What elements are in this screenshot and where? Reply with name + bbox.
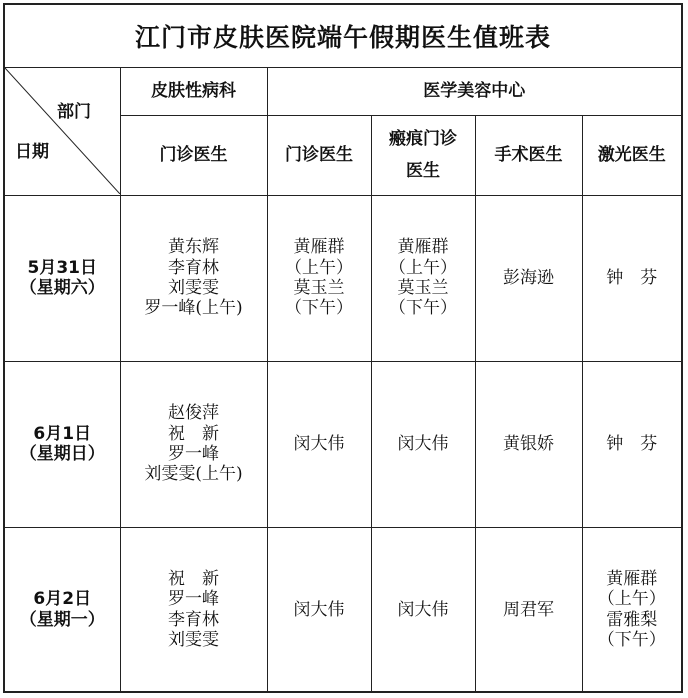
header-row-departments: [5, 68, 681, 115]
table-row: [5, 361, 681, 527]
corner-dept-label: 部门: [57, 102, 91, 122]
shift-note: （上午）: [389, 257, 457, 278]
beauty-outpatient-cell: [267, 527, 371, 692]
date-cell: [5, 361, 120, 527]
beauty-outpatient-header: 门诊医生: [267, 115, 371, 195]
table-row: [5, 195, 681, 361]
weekday-label: （星期六）: [19, 278, 105, 298]
scar-header-line1: 瘢痕门诊: [389, 128, 457, 149]
surgery-cell: [475, 527, 582, 692]
doctor-name: 罗一峰: [168, 589, 219, 610]
surgery-header: 手术医生: [475, 115, 582, 195]
surgery-cell: [475, 195, 582, 361]
shift-note: （上午）: [597, 589, 666, 610]
doctor-name: 黄雁群: [606, 568, 658, 589]
skin-outpatient-header: 门诊医生: [120, 115, 267, 195]
date-cell: [5, 527, 120, 692]
shift-note: （下午）: [597, 630, 666, 651]
doctor-name: 黄东辉: [168, 237, 219, 258]
doctor-name: 李育林: [168, 609, 219, 630]
doctor-name: 钟 芬: [606, 433, 658, 454]
doctor-name: 祝 新: [168, 423, 219, 444]
doctor-name: 黄银娇: [503, 433, 554, 454]
doctor-name: 罗一峰(上午): [144, 298, 243, 319]
doctor-name: 刘雯雯(上午): [144, 464, 243, 485]
date-cell: [5, 195, 120, 361]
date-label: 6月1日: [33, 423, 92, 444]
weekday-label: （星期日）: [19, 444, 105, 464]
laser-cell: [582, 527, 681, 692]
doctor-name: 莫玉兰: [397, 278, 449, 298]
doctor-name: 闵大伟: [397, 599, 449, 620]
doctor-name: 祝 新: [168, 568, 219, 589]
date-label: 6月2日: [33, 589, 92, 610]
doctor-name: 雷雅梨: [606, 609, 658, 630]
laser-header: 激光医生: [582, 115, 681, 195]
table-title: 江门市皮肤医院端午假期医生值班表: [5, 5, 681, 68]
doctor-name: 李育林: [168, 257, 219, 278]
surgery-cell: [475, 361, 582, 527]
duty-schedule-table: [3, 3, 683, 693]
doctor-name: 罗一峰: [168, 444, 219, 464]
beauty-outpatient-cell: [267, 361, 371, 527]
corner-diagonal-line: [5, 68, 120, 194]
dept-beauty-header: 医学美容中心: [267, 68, 681, 115]
doctor-name: 闵大伟: [397, 433, 449, 454]
schedule-grid: [5, 68, 681, 692]
beauty-outpatient-cell: [267, 195, 371, 361]
doctor-name: 黄雁群: [293, 237, 345, 258]
corner-date-label: 日期: [15, 142, 49, 162]
date-label: 5月31日: [27, 257, 97, 278]
corner-header-cell: [5, 68, 120, 195]
shift-note: （下午）: [285, 298, 353, 319]
shift-note: （下午）: [389, 298, 457, 319]
skin-outpatient-cell: [120, 361, 267, 527]
doctor-name: 莫玉兰: [293, 278, 345, 298]
laser-cell: [582, 195, 681, 361]
doctor-name: 刘雯雯: [168, 630, 219, 651]
doctor-name: 闵大伟: [293, 433, 345, 454]
shift-note: （上午）: [285, 257, 353, 278]
table-row: [5, 527, 681, 692]
doctor-name: 刘雯雯: [168, 278, 219, 298]
doctor-name: 黄雁群: [397, 237, 449, 258]
dept-skin-header: 皮肤性病科: [120, 68, 267, 115]
doctor-name: 钟 芬: [606, 267, 658, 288]
skin-outpatient-cell: [120, 195, 267, 361]
weekday-label: （星期一）: [19, 609, 105, 630]
doctor-name: 周君军: [503, 599, 554, 620]
scar-outpatient-cell: [371, 527, 475, 692]
scar-outpatient-cell: [371, 361, 475, 527]
laser-cell: [582, 361, 681, 527]
scar-outpatient-header: [371, 115, 475, 195]
doctor-name: 赵俊萍: [168, 403, 219, 424]
doctor-name: 彭海逊: [503, 267, 554, 288]
scar-outpatient-cell: [371, 195, 475, 361]
scar-header-line2: 医生: [406, 161, 440, 181]
doctor-name: 闵大伟: [293, 599, 345, 620]
skin-outpatient-cell: [120, 527, 267, 692]
